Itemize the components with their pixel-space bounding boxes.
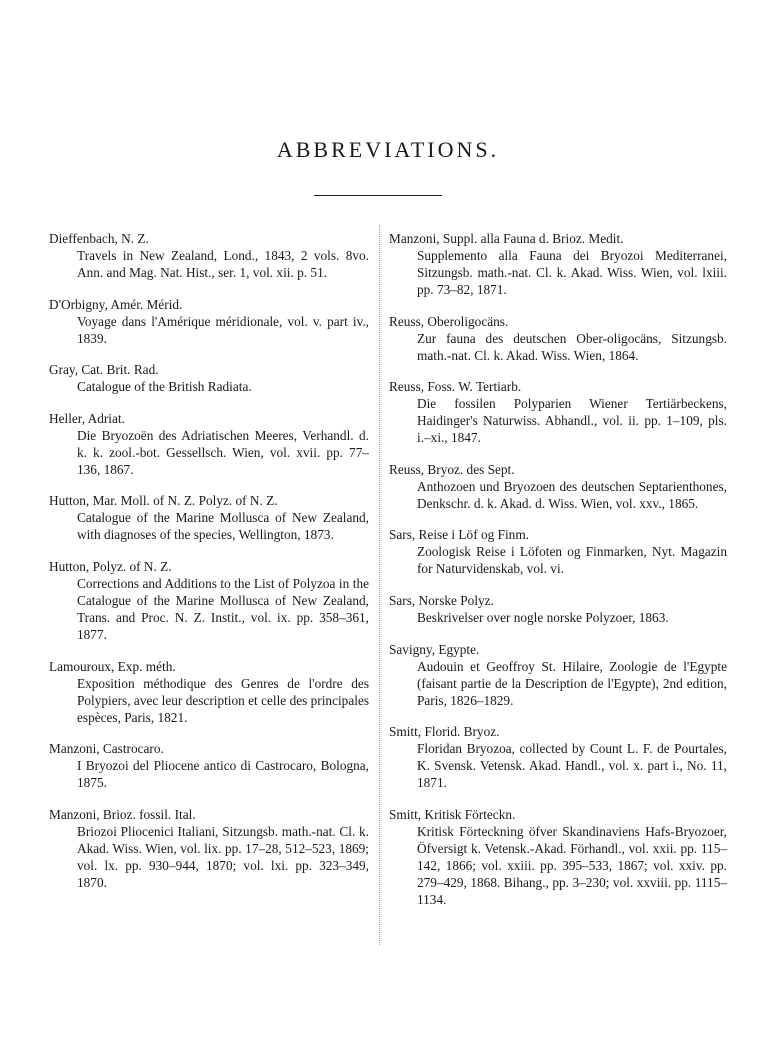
abbreviation-head: Lamouroux, Exp. méth.: [49, 658, 176, 674]
abbreviation-entry: [49, 410, 369, 478]
abbreviation-head: Hutton, Polyz. of N. Z.: [49, 558, 172, 574]
column-divider: [379, 225, 380, 945]
abbreviation-head: Reuss, Foss. W. Tertiarb.: [389, 379, 522, 395]
abbreviation-head: Reuss, Oberoligocäns.: [389, 313, 509, 329]
abbreviation-entry: [49, 361, 369, 395]
abbreviation-head: Smitt, Florid. Bryoz.: [389, 724, 500, 740]
abbreviation-entry: [389, 592, 727, 626]
abbreviation-head: Reuss, Bryoz. des Sept.: [389, 461, 515, 477]
abbreviation-head: Hutton, Mar. Moll. of N. Z. Polyz. of N. Z.: [49, 493, 278, 509]
abbreviation-reference: Catalogue of the British Radiata.: [77, 379, 252, 395]
abbreviation-reference: Audouin et Geoffroy St. Hilaire, Zoologie de l'Egypte (faisant partie de la Description de l'Egypte), 2nd edition, Paris, 1826–1829.: [417, 658, 727, 708]
left-column: [49, 230, 369, 905]
abbreviation-reference: Die fossilen Polyparien Wiener Tertiärbeckens, Haidinger's Naturwiss. Abhandl., vol. ii. pp. 1–109, pls. i.–xi., 1847.: [417, 396, 727, 446]
abbreviation-reference: Kritisk Förteckning öfver Skandinaviens Hafs-Bryozoer, Öfversigt k. Vetensk.-Akad. Förhandl., vol. xxii. pp. 115–142, 1866; vol. xxiii. pp. 395–533, 1867; vol. xxiv. pp. 279–429, 1868. Bihang., pp. 3–230; vol. xxviii. pp. 1115–1134.: [417, 823, 727, 907]
abbreviation-entry: [49, 806, 369, 891]
abbreviation-entry: [389, 723, 727, 791]
abbreviation-entry: [49, 296, 369, 347]
title-divider: [314, 195, 442, 196]
abbreviation-entry: [49, 740, 369, 791]
abbreviation-reference: Beskrivelser over nogle norske Polyzoer, 1863.: [417, 609, 669, 625]
abbreviation-head: Manzoni, Suppl. alla Fauna d. Brioz. Medit.: [389, 231, 624, 246]
abbreviation-entry: [389, 378, 727, 446]
abbreviation-head: Dieffenbach, N. Z.: [49, 231, 149, 246]
abbreviation-reference: Catalogue of the Marine Mollusca of New Zealand, with diagnoses of the species, Wellington, 1873.: [77, 510, 369, 543]
abbreviation-head: Sars, Norske Polyz.: [389, 592, 494, 608]
abbreviation-reference: Exposition méthodique des Genres de l'ordre des Polypiers, avec leur description et celle des principales espèces, Paris, 1821.: [77, 675, 369, 725]
abbreviation-entry: [49, 230, 369, 281]
abbreviation-reference: Supplemento alla Fauna dei Bryozoi Mediterranei, Sitzungsb. math.-nat. Cl. k. Akad. Wiss. Wien, vol. lxiii. pp. 73–82, 1871.: [417, 248, 727, 297]
abbreviation-entry: [389, 526, 727, 577]
abbreviation-reference: Voyage dans l'Amérique méridionale, vol. v. part iv., 1839.: [77, 313, 369, 346]
abbreviation-entry: [389, 313, 727, 364]
abbreviation-reference: I Bryozoi del Pliocene antico di Castrocaro, Bologna, 1875.: [77, 758, 369, 791]
abbreviation-reference: Zur fauna des deutschen Ober-oligocäns, Sitzungsb. math.-nat. Cl. k. Akad. Wiss. Wien, 1864.: [417, 330, 727, 363]
abbreviation-entry: [389, 806, 727, 908]
abbreviation-reference: Briozoi Pliocenici Italiani, Sitzungsb. math.-nat. Cl. k. Akad. Wiss. Wien, vol. lix. pp. 17–28, 512–523, 1869; vol. lx. pp. 930–944, 1870; vol. lxi. pp. 323–349, 1870.: [77, 823, 369, 890]
abbreviation-entry: [49, 558, 369, 643]
abbreviation-reference: Die Bryozoën des Adriatischen Meeres, Verhandl. d. k. k. zool.-bot. Gessellsch. Wien, vol. xvii. pp. 77–136, 1867.: [77, 427, 369, 477]
abbreviation-entry: [49, 492, 369, 543]
abbreviation-reference: Anthozoen und Bryozoen des deutschen Septarienthones, Denkschr. d. k. Akad. d. Wiss. Wien, vol. xxv., 1865.: [417, 478, 727, 511]
abbreviation-reference: Travels in New Zealand, Lond., 1843, 2 vols. 8vo. Ann. and Mag. Nat. Hist., ser. 1, vol. xii. p. 51.: [77, 248, 369, 280]
abbreviation-head: D'Orbigny, Amér. Mérid.: [49, 296, 183, 312]
abbreviation-head: Smitt, Kritisk Förteckn.: [389, 806, 516, 822]
abbreviation-entry: [389, 230, 727, 298]
abbreviation-head: Manzoni, Castrocaro.: [49, 741, 164, 757]
abbreviation-entry: [389, 641, 727, 709]
page-title: ABBREVIATIONS.: [276, 137, 500, 162]
right-column: [389, 230, 727, 922]
abbreviation-reference: Zoologisk Reise i Löfoten og Finmarken, Nyt. Magazin for Naturvidenskab, vol. vi.: [417, 544, 727, 577]
abbreviation-head: Heller, Adriat.: [49, 410, 125, 426]
abbreviation-head: Sars, Reise i Löf og Finm.: [389, 527, 529, 543]
abbreviation-head: Manzoni, Brioz. fossil. Ital.: [49, 806, 196, 822]
abbreviation-reference: Corrections and Additions to the List of Polyzoa in the Catalogue of the Marine Mollusca of New Zealand, Trans. and Proc. N. Z. Instit., vol. ix. pp. 358–361, 1877.: [77, 575, 369, 642]
abbreviation-reference: Floridan Bryozoa, collected by Count L. F. de Pourtales, K. Svensk. Vetensk. Akad. Handl., vol. x. part i., No. 11, 1871.: [417, 741, 727, 791]
abbreviation-head: Savigny, Egypte.: [389, 641, 480, 657]
abbreviation-entry: [49, 658, 369, 726]
abbreviation-entry: [389, 461, 727, 512]
abbreviation-head: Gray, Cat. Brit. Rad.: [49, 362, 159, 378]
